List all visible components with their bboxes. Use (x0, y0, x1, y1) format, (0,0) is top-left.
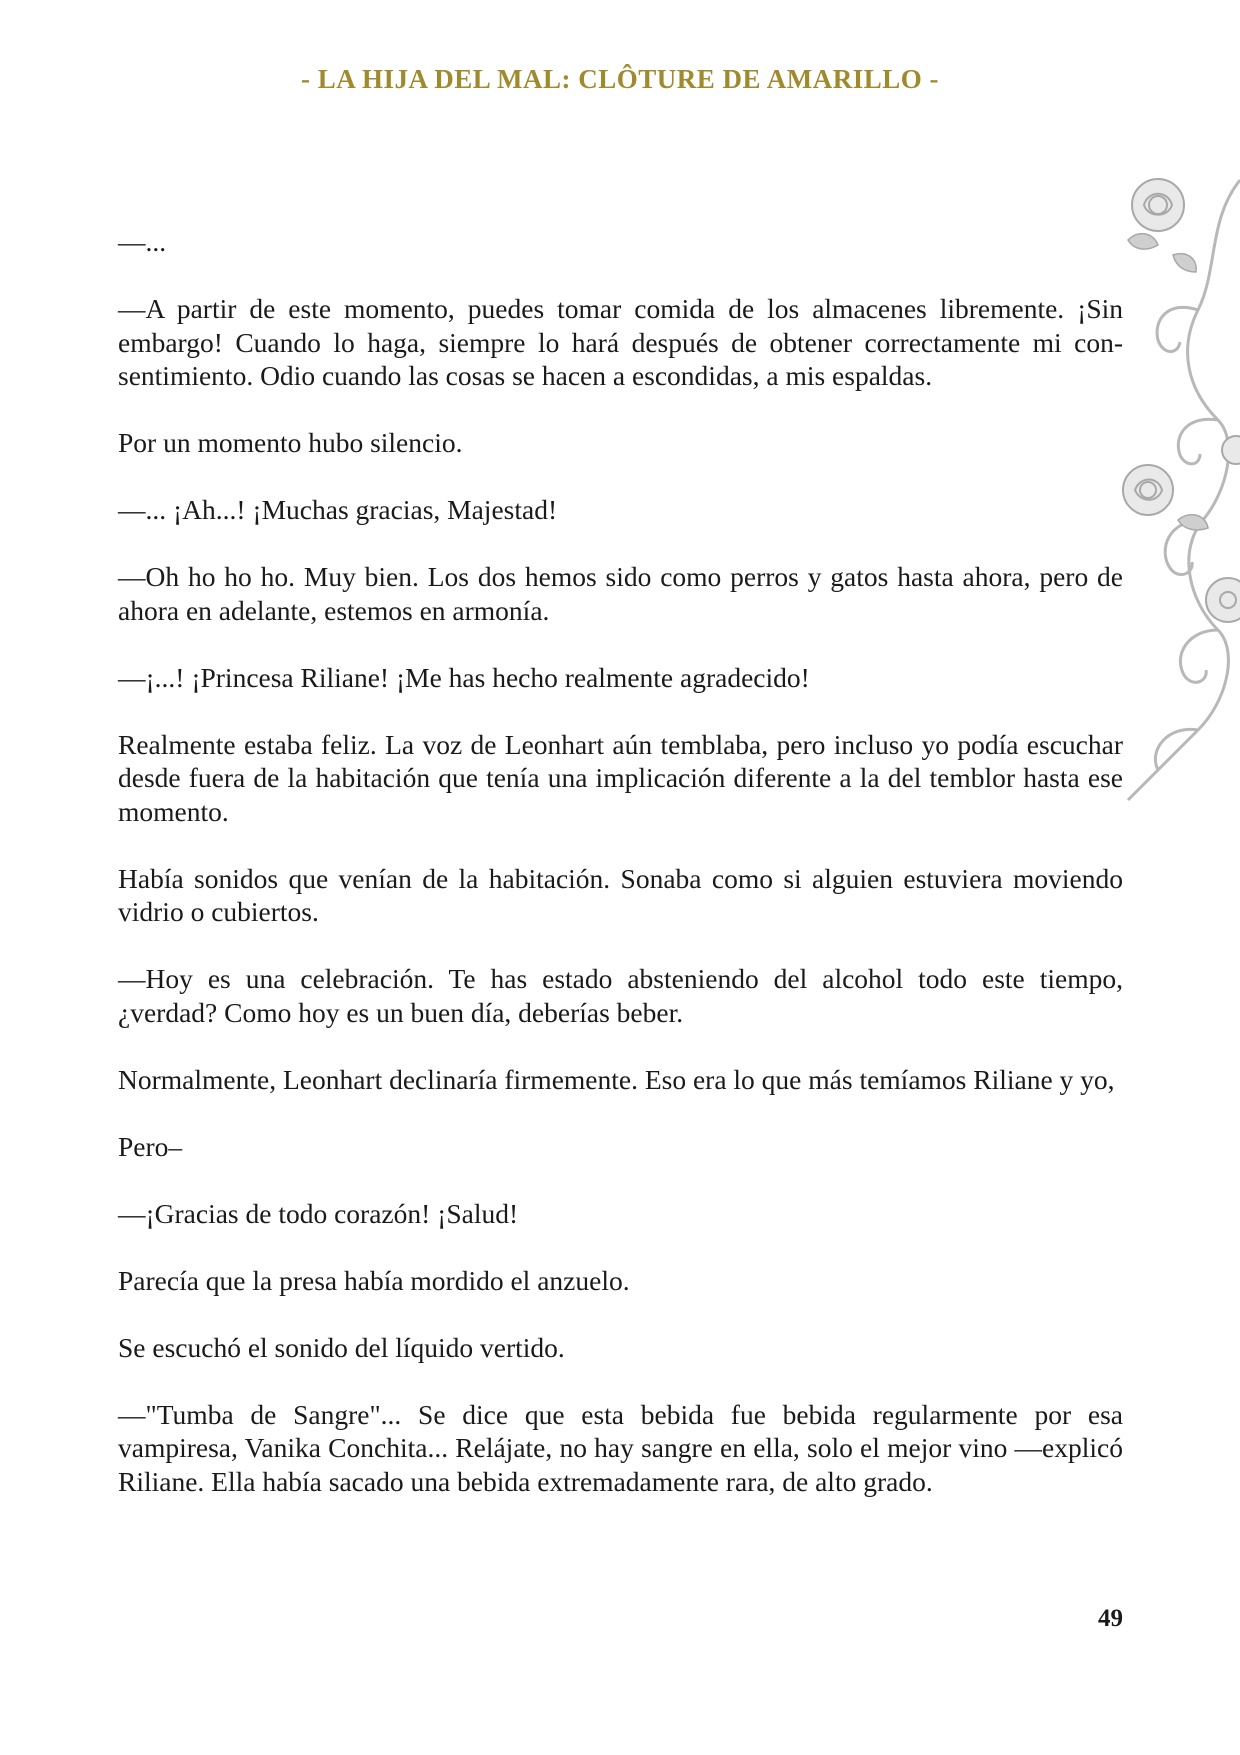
paragraph: —Hoy es una celebración. Te has estado absteniendo del alcohol todo este tiempo, ¿verdad? Como hoy es un buen día, deberías beber. (118, 963, 1123, 1028)
paragraph: Normalmente, Leonhart declinaría firmemente. Eso era lo que más temíamos Riliane y yo, (118, 1063, 1115, 1095)
rose-vine-ornament-icon (1118, 160, 1240, 810)
paragraph: Pero– (118, 1130, 183, 1162)
page-number: 49 (1098, 1605, 1123, 1632)
paragraph: Realmente estaba feliz. La voz de Leonhart aún temblaba, pero incluso yo podía escuchar desde fuera de la habitación que tenía una implicación diferente a la del temblor hasta ese momento. (118, 728, 1123, 827)
paragraph: —"Tumba de Sangre"... Se dice que esta bebida fue bebida regularmente por esa vampiresa, Vanika Conchita... Relájate, no hay sangre en ella, solo el mejor vino —explicó Riliane. Ella había sacado una bebida extremadamente rara, de alto grado. (118, 1398, 1123, 1497)
running-header: - LA HIJA DEL MAL: CLÔTURE DE AMARILLO - (300, 64, 940, 94)
paragraph: Por un momento hubo silencio. (118, 427, 463, 458)
body-text (118, 225, 1123, 1532)
paragraph: —... ¡Ah...! ¡Muchas gracias, Majestad! (118, 494, 558, 525)
paragraph: —... (118, 226, 167, 257)
paragraph: —A partir de este momento, puedes tomar comida de los almacenes libremente. ¡Sin embargo! Cuando lo haga, siempre lo hará después de obtener correctamente mi consentimiento. Odio cuando las cosas se hacen a escondidas, a mis espaldas. (118, 293, 1123, 391)
paragraph: Se escuchó el sonido del líquido vertido. (118, 1331, 565, 1363)
paragraph: Parecía que la presa había mordido el anzuelo. (118, 1264, 630, 1296)
paragraph: —¡Gracias de todo corazón! ¡Salud! (118, 1197, 519, 1229)
paragraph: —Oh ho ho ho. Muy bien. Los dos hemos sido como perros y gatos hasta ahora, pero de ahora en adelante, estemos en armonía. (118, 561, 1123, 626)
paragraph: —¡...! ¡Princesa Riliane! ¡Me has hecho realmente agradecido! (118, 661, 810, 693)
paragraph: Había sonidos que venían de la habitación. Sonaba como si alguien estuviera moviendo vidrio o cubiertos. (118, 862, 1123, 927)
